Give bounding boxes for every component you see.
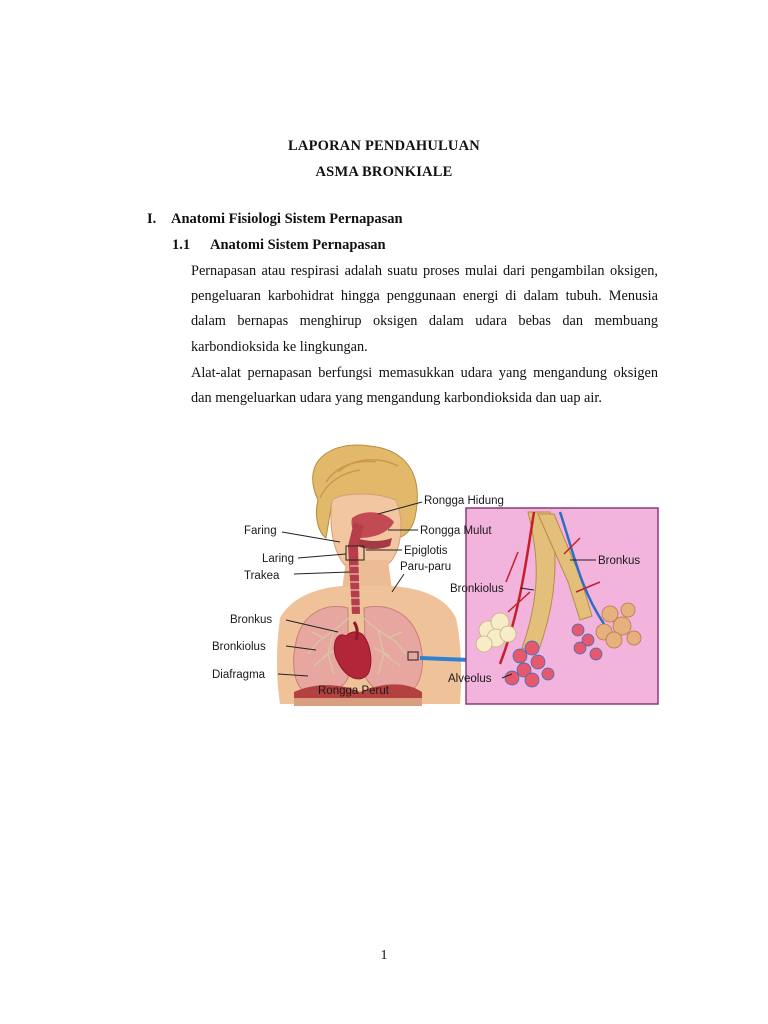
label-rongga-hidung: Rongga Hidung xyxy=(424,495,504,507)
label-bronkus-right: Bronkus xyxy=(598,555,641,567)
label-bronkiolus-left: Bronkiolus xyxy=(212,641,266,653)
paragraph-alat-pernapasan: Alat-alat pernapasan berfungsi memasukkan udara yang mengandung oksigen dan mengeluarkan udara yang mengandung karbondioksida dan uap air. xyxy=(191,365,658,407)
label-laring: Laring xyxy=(262,553,294,565)
alveoli-detail-panel xyxy=(466,508,658,704)
label-diafragma: Diafragma xyxy=(212,669,266,681)
label-paru-paru: Paru-paru xyxy=(400,561,452,573)
respiratory-anatomy-illustration xyxy=(208,442,664,710)
paragraph-respirasi: Pernapasan atau respirasi adalah suatu proses mulai dari pengambilan oksigen, pengeluaran karbohidrat hingga penggunaan energi di dalam tubuh. Menusia dalam bernapas menghirup oksigen dalam udara bebas dan membuang karbondioksida ke lingkungan. xyxy=(191,263,658,355)
respiratory-anatomy-figure xyxy=(208,442,664,710)
section-title: Anatomi Fisiologi Sistem Pernapasan xyxy=(171,211,403,227)
label-epiglotis: Epiglotis xyxy=(404,545,448,557)
document-title-line-2: ASMA BRONKIALE xyxy=(315,164,453,180)
page-number: 1 xyxy=(380,948,388,963)
human-torso-illustration xyxy=(277,445,461,706)
label-trakea: Trakea xyxy=(244,570,280,582)
document-title-line-1: LAPORAN PENDAHULUAN xyxy=(288,138,480,154)
label-rongga-perut: Rongga Perut xyxy=(318,685,389,697)
section-number: I. xyxy=(147,211,157,227)
subsection-number: 1.1 xyxy=(172,237,191,253)
label-rongga-mulut: Rongga Mulut xyxy=(420,525,492,537)
label-faring: Faring xyxy=(244,525,277,537)
subsection-title: Anatomi Sistem Pernapasan xyxy=(210,237,386,253)
label-alveolus: Alveolus xyxy=(448,673,492,685)
label-bronkus-left: Bronkus xyxy=(230,614,273,626)
label-bronkiolus-right: Bronkiolus xyxy=(450,583,504,595)
